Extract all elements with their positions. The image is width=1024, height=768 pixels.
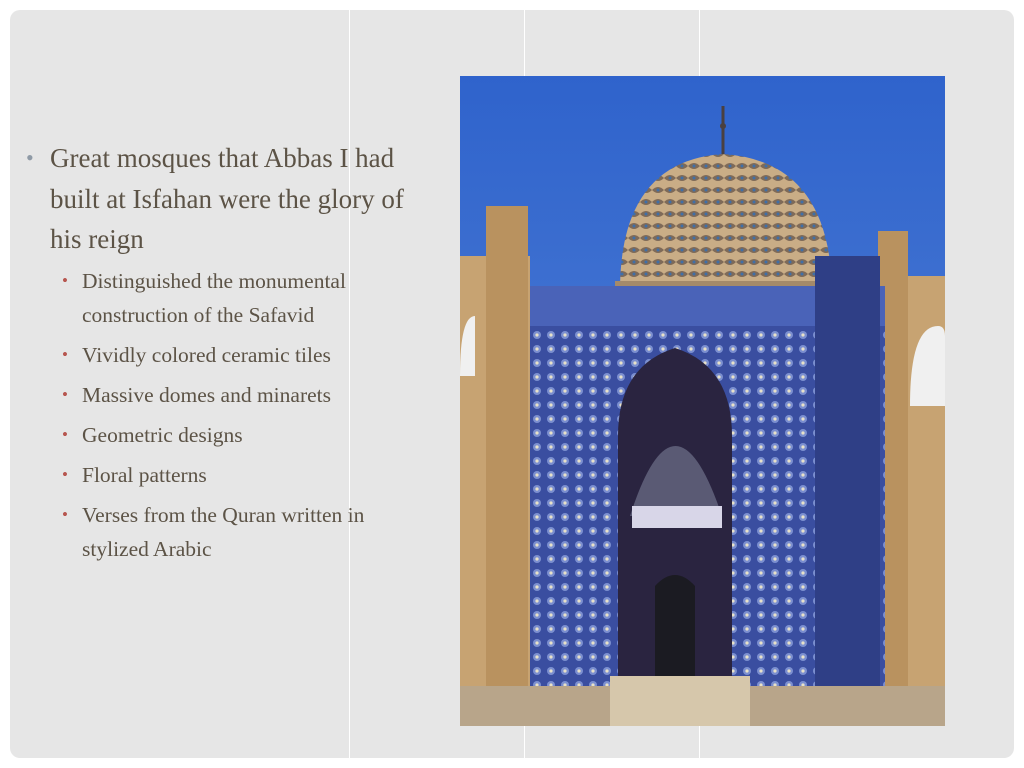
sub-bullet-item: [58, 378, 416, 412]
bullet-icon: •: [62, 504, 68, 524]
sub-bullet-text: Floral patterns: [82, 462, 207, 487]
sub-bullet-item: [58, 264, 416, 332]
inscription-band: [632, 506, 722, 528]
sub-bullet-text: Massive domes and minarets: [82, 382, 331, 407]
finial-ball: [720, 123, 726, 129]
bullet-icon: •: [62, 270, 68, 290]
bullet-icon: •: [62, 464, 68, 484]
sub-bullet-text: Geometric designs: [82, 422, 243, 447]
sub-bullet-list: [58, 264, 416, 566]
bullet-icon: •: [62, 384, 68, 404]
bullet-icon: •: [62, 344, 68, 364]
sub-bullet-item: [58, 418, 416, 452]
sub-bullet-text: Verses from the Quran written in stylized Arabic: [82, 502, 365, 561]
sub-bullet-item: [58, 458, 416, 492]
sub-bullet-text: Distinguished the monumental construction of the Safavid: [82, 268, 346, 327]
bullet-icon: •: [26, 145, 34, 170]
bullet-icon: •: [62, 424, 68, 444]
left-tower: [486, 206, 528, 726]
steps: [610, 676, 750, 726]
sub-bullet-item: [58, 498, 416, 566]
sub-bullet-item: [58, 338, 416, 372]
side-iwan: [815, 256, 880, 726]
sub-bullet-text: Vividly colored ceramic tiles: [82, 342, 331, 367]
mosque-photo: [460, 76, 945, 726]
main-bullet-item: [24, 138, 416, 260]
slide: [10, 10, 1014, 758]
main-bullet-text: Great mosques that Abbas I had built at Isfahan were the glory of his reign: [50, 143, 404, 254]
bullet-text-area: [24, 138, 416, 572]
